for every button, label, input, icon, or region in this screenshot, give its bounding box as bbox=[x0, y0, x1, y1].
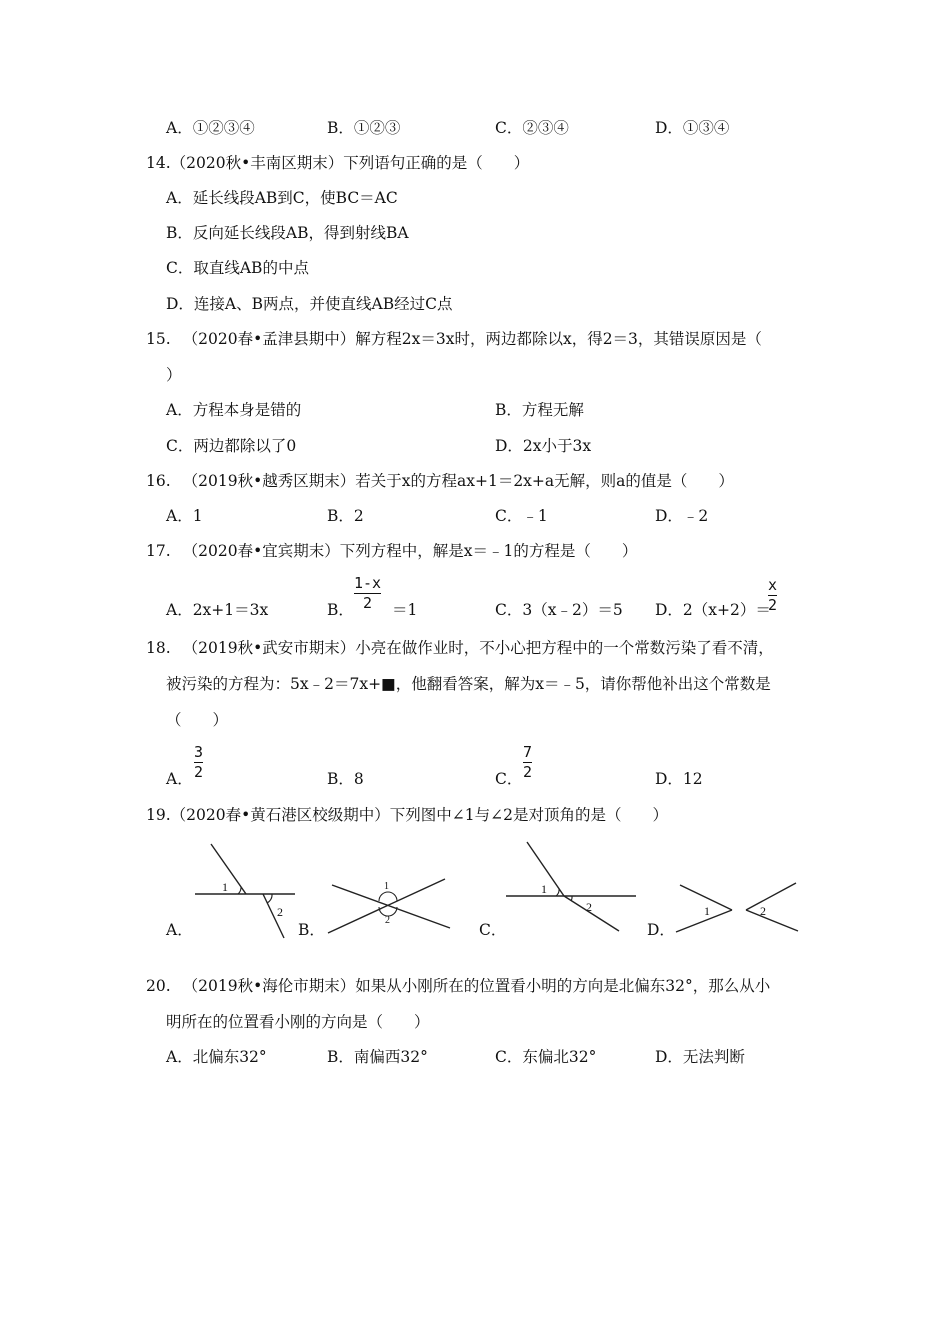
q16-option-d: D．﹣2 bbox=[655, 507, 709, 525]
q14-option-a: A．延长线段AB到C，使BC＝AC bbox=[166, 189, 398, 207]
q14-option-b: B．反向延长线段AB，得到射线BA bbox=[166, 224, 409, 242]
q17-option-d-numerator: x bbox=[768, 576, 778, 594]
q19-figure-a bbox=[195, 844, 295, 938]
q19-option-b: B． bbox=[298, 921, 325, 939]
q14-stem-text: （2020秋•丰南区期末）下列语句正确的是（ ） bbox=[170, 154, 530, 172]
q18-option-d: D．12 bbox=[655, 770, 703, 788]
q18-option-a-fraction bbox=[194, 744, 203, 780]
q18-stem-line3: （ ） bbox=[166, 711, 229, 729]
q14-stem bbox=[146, 153, 529, 173]
q18-stem-line1 bbox=[146, 638, 774, 658]
q20-stem-line1 bbox=[146, 976, 770, 996]
q16-number: 16. bbox=[146, 472, 171, 490]
q18-option-a-denominator: 2 bbox=[194, 763, 204, 781]
q20-number: 20. bbox=[146, 977, 171, 995]
q13-option-d: D．①③④ bbox=[655, 119, 730, 137]
q18-option-b: B．8 bbox=[327, 770, 364, 788]
q17-stem bbox=[146, 541, 637, 561]
q14-number: 14. bbox=[146, 154, 171, 172]
q19-number: 19. bbox=[146, 806, 171, 824]
q19-figure-b bbox=[328, 879, 450, 933]
q19-stem-text: （2020春•黄石港区校级期中）下列图中∠1与∠2是对顶角的是（ ） bbox=[170, 806, 668, 824]
q19-figure-d bbox=[676, 883, 798, 932]
q17-option-d-denominator: 2 bbox=[768, 596, 778, 614]
figure-c-angle-arc-2 bbox=[571, 896, 572, 901]
q18-stem-line2: 被污染的方程为：5x﹣2＝7x+■，他翻看答案，解为x＝﹣5，请你帮他补出这个常数是 bbox=[166, 675, 771, 693]
q18-option-c-numerator: 7 bbox=[523, 743, 533, 761]
q17-option-d-fraction bbox=[768, 577, 777, 613]
figure-d-line-4 bbox=[746, 910, 798, 931]
q20-option-c: C．东偏北32° bbox=[495, 1048, 597, 1066]
q17-option-a: A．2x+1＝3x bbox=[166, 601, 269, 619]
figure-b-angle-arc-1 bbox=[379, 892, 397, 901]
q17-stem-text: （2020春•宜宾期末）下列方程中，解是x＝﹣1的方程是（ ） bbox=[182, 542, 638, 560]
figure-a-label-2: 2 bbox=[277, 905, 283, 919]
q20-stem-text: （2019秋•海伦市期末）如果从小刚所在的位置看小明的方向是北偏东32°，那么从小 bbox=[182, 977, 771, 995]
q17-option-d-label: D．2（x+2）＝ bbox=[655, 601, 771, 619]
q15-option-d: D．2x小于3x bbox=[495, 437, 592, 455]
q17-option-b-numerator: 1-x bbox=[354, 574, 382, 592]
figure-c-label-1: 1 bbox=[541, 882, 547, 896]
q19-option-c: C． bbox=[479, 921, 507, 939]
figure-d-label-2: 2 bbox=[760, 904, 766, 918]
q14-option-c: C．取直线AB的中点 bbox=[166, 259, 309, 277]
figure-c-label-2: 2 bbox=[586, 900, 592, 914]
figure-c-angle-arc-1 bbox=[556, 889, 559, 896]
q16-stem-text: （2019秋•越秀区期末）若关于x的方程ax+1＝2x+a无解，则a的值是（ ） bbox=[182, 472, 734, 490]
q13-option-b: B．①②③ bbox=[327, 119, 401, 137]
q18-option-c-denominator: 2 bbox=[523, 763, 533, 781]
q15-stem-line2: ） bbox=[166, 366, 182, 384]
q16-stem bbox=[146, 471, 734, 491]
q14-option-d: D．连接A、B两点，并使直线AB经过C点 bbox=[166, 295, 453, 313]
figure-a-angle-arc-2 bbox=[267, 894, 272, 903]
q18-option-a-numerator: 3 bbox=[194, 743, 204, 761]
q18-option-c-label: C． bbox=[495, 770, 523, 788]
q13-option-a: A．①②③④ bbox=[166, 119, 255, 137]
q15-option-c: C．两边都除以了0 bbox=[166, 437, 297, 455]
q17-option-b-denominator: 2 bbox=[363, 594, 373, 612]
q19-stem bbox=[146, 805, 668, 825]
figure-a-line-left bbox=[211, 844, 246, 894]
q19-figure-c bbox=[506, 842, 636, 931]
q17-option-c: C．3（x﹣2）＝5 bbox=[495, 601, 623, 619]
figure-d-line-3 bbox=[746, 883, 796, 910]
q17-option-b-label: B． bbox=[327, 601, 354, 619]
figure-d-label-1: 1 bbox=[704, 904, 710, 918]
q16-option-a: A．1 bbox=[166, 507, 203, 525]
q17-number: 17. bbox=[146, 542, 171, 560]
figure-b-line-1 bbox=[332, 885, 450, 928]
q19-option-a: A． bbox=[166, 921, 193, 939]
q16-option-c: C．﹣1 bbox=[495, 507, 548, 525]
figure-a-label-1: 1 bbox=[222, 880, 228, 894]
q15-stem-text: （2020春•孟津县期中）解方程2x＝3x时，两边都除以x，得2＝3，其错误原因是（ bbox=[182, 330, 762, 348]
q17-option-b-fraction bbox=[354, 575, 381, 611]
q18-option-c-fraction bbox=[523, 744, 532, 780]
q19-option-d: D． bbox=[647, 921, 675, 939]
q20-stem-line2: 明所在的位置看小刚的方向是（ ） bbox=[166, 1013, 430, 1031]
q19-figures bbox=[0, 835, 950, 945]
q20-option-b: B．南偏西32° bbox=[327, 1048, 428, 1066]
q15-stem-line1 bbox=[146, 329, 762, 349]
q18-number: 18. bbox=[146, 639, 171, 657]
q20-option-d: D．无法判断 bbox=[655, 1048, 745, 1066]
figure-b-label-2: 2 bbox=[385, 915, 390, 926]
q20-option-a: A．北偏东32° bbox=[166, 1048, 267, 1066]
q16-option-b: B．2 bbox=[327, 507, 364, 525]
q15-option-b: B．方程无解 bbox=[495, 401, 584, 419]
figure-a-angle-arc-1 bbox=[238, 887, 241, 894]
q18-option-a-label: A． bbox=[166, 770, 193, 788]
q15-option-a: A．方程本身是错的 bbox=[166, 401, 302, 419]
q18-stem-text: （2019秋•武安市期末）小亮在做作业时，不小心把方程中的一个常数污染了看不清， bbox=[182, 639, 774, 657]
q13-option-c: C．②③④ bbox=[495, 119, 569, 137]
q15-number: 15. bbox=[146, 330, 171, 348]
q17-option-b-rest: ＝1 bbox=[392, 601, 418, 619]
figure-b-label-1: 1 bbox=[384, 881, 389, 892]
